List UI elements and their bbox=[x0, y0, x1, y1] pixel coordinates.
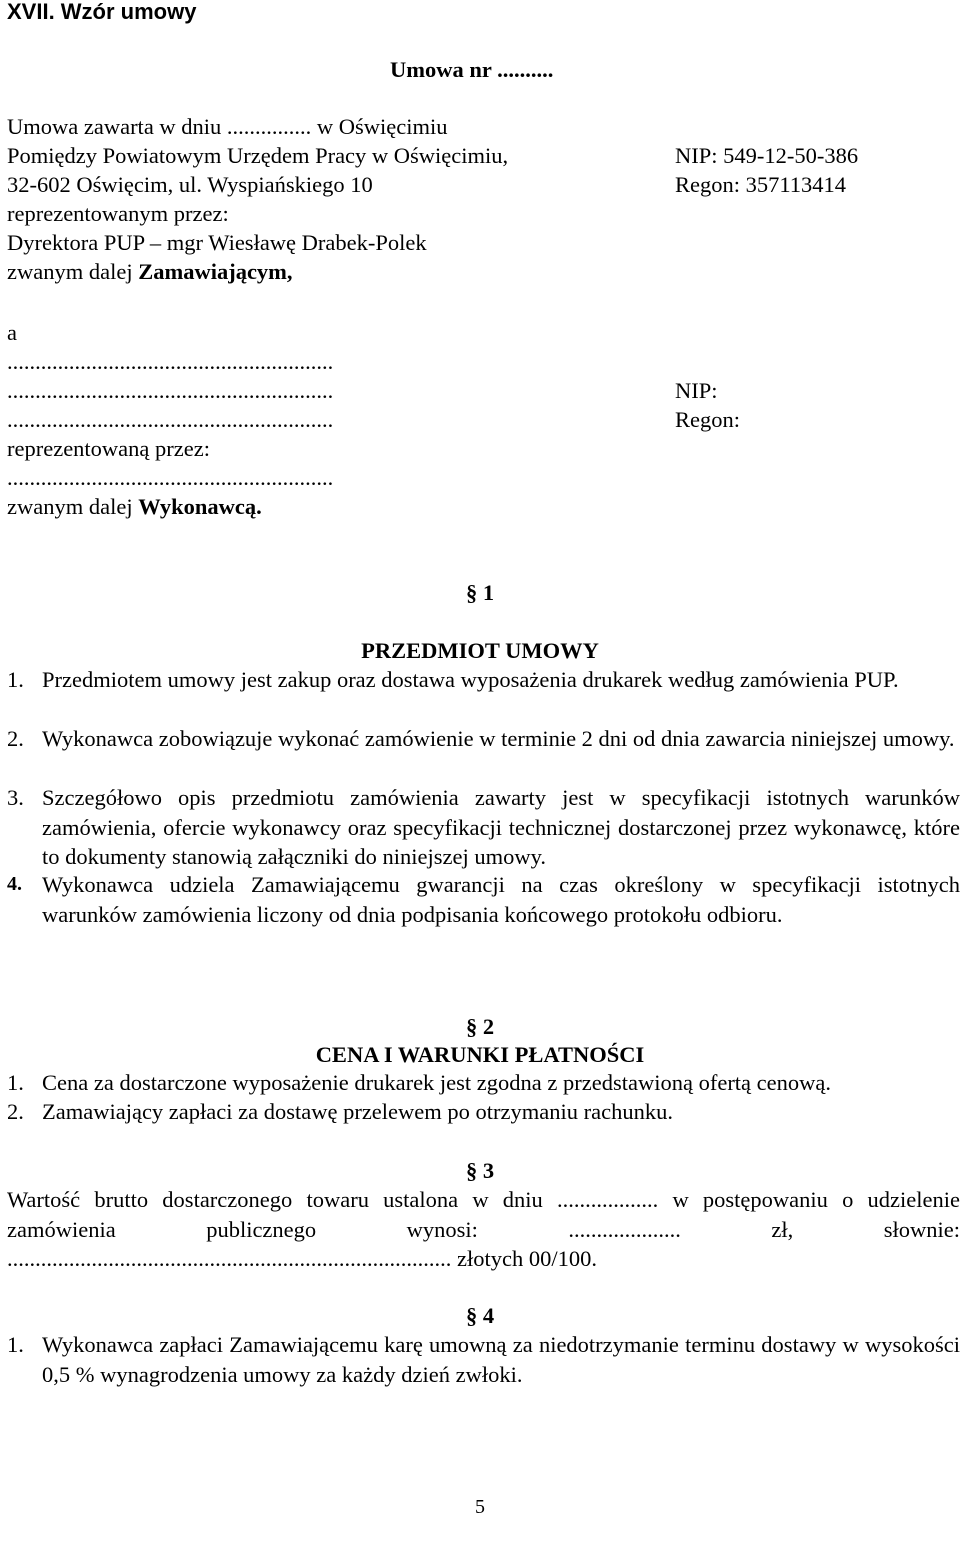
item-text: Przedmiotem umowy jest zakup oraz dostawa wyposażenia drukarek według zamówienia PUP. bbox=[42, 667, 899, 692]
contractor-called bbox=[7, 492, 262, 521]
contractor-represented-label: reprezentowaną przez: bbox=[7, 436, 210, 461]
contractor-called-prefix: zwanym dalej bbox=[7, 494, 139, 519]
item-text: Wykonawca zapłaci Zamawiającemu karę umowną za niedotrzymanie terminu dostawy w wysokości 0,5 % wynagrodzenia umowy za każdy dzień zwłoki. bbox=[42, 1332, 960, 1387]
section-3-text: Wartość brutto dostarczonego towaru ustalona w dniu .................. w postępowaniu o udzielenie zamówienia publicznego wynosi: .................... zł, słownie: ............................................................................... złotych 00/100. bbox=[7, 1187, 960, 1271]
item-text: Zamawiający zapłaci za dostawę przelewem po otrzymaniu rachunku. bbox=[42, 1099, 673, 1124]
contractor-and: a bbox=[7, 320, 17, 345]
section-1-mark: § 1 bbox=[465, 580, 495, 605]
section-2-item-1 bbox=[7, 1068, 960, 1098]
item-number: 1. bbox=[7, 1332, 24, 1357]
item-text: Szczegółowo opis przedmiotu zamówienia zawarty jest w specyfikacji istotnych warunków zamówienia, ofercie wykonawcy oraz specyfikacji technicznej dostarczonej przez wykonawcę, które to dokumenty stanowią załączniki do niniejszej umowy. bbox=[42, 785, 960, 869]
client-called bbox=[7, 257, 293, 286]
item-number: 1. bbox=[7, 1070, 24, 1095]
item-text: Cena za dostarczone wyposażenie drukarek jest zgodna z przedstawioną ofertą cenową. bbox=[42, 1070, 832, 1095]
item-number: 2. bbox=[7, 1099, 24, 1124]
section-1-item-4 bbox=[7, 870, 960, 929]
section-4-mark: § 4 bbox=[465, 1303, 495, 1328]
contractor-called-name: Wykonawcą. bbox=[138, 494, 262, 519]
section-1-title: PRZEDMIOT UMOWY bbox=[361, 638, 599, 663]
contractor-regon: Regon: bbox=[675, 407, 740, 432]
intro-line: Umowa zawarta w dniu ............... w Oświęcimiu bbox=[7, 114, 448, 139]
section-1-item-2 bbox=[7, 724, 960, 754]
item-number: 3. bbox=[7, 785, 24, 810]
section-2-title: CENA I WARUNKI PŁATNOŚCI bbox=[315, 1042, 645, 1067]
contractor-dots-4: .......................................................... bbox=[7, 465, 334, 490]
contractor-dots-2: .......................................................... bbox=[7, 378, 334, 403]
section-4-item-1 bbox=[7, 1330, 960, 1389]
client-called-name: Zamawiającym, bbox=[138, 259, 293, 284]
item-number: 1. bbox=[7, 667, 24, 692]
page-number: 5 bbox=[475, 1496, 485, 1518]
client-name: Pomiędzy Powiatowym Urzędem Pracy w Oświęcimiu, bbox=[7, 143, 509, 168]
section-1-item-1 bbox=[7, 665, 960, 695]
contractor-nip: NIP: bbox=[675, 378, 718, 403]
client-address: 32-602 Oświęcim, ul. Wyspiańskiego 10 bbox=[7, 172, 373, 197]
contract-title: Umowa nr .......... bbox=[390, 57, 554, 82]
section-2-mark: § 2 bbox=[465, 1014, 495, 1039]
item-text: Wykonawca zobowiązuje wykonać zamówienie w terminie 2 dni od dnia zawarcia niniejszej umowy. bbox=[42, 726, 955, 751]
section-1-item-3 bbox=[7, 783, 960, 872]
client-nip: NIP: 549-12-50-386 bbox=[675, 143, 859, 168]
chapter-heading: XVII. Wzór umowy bbox=[7, 0, 197, 24]
client-representative: Dyrektora PUP – mgr Wiesławę Drabek-Polek bbox=[7, 230, 427, 255]
client-regon: Regon: 357113414 bbox=[675, 172, 847, 197]
client-called-prefix: zwanym dalej bbox=[7, 259, 139, 284]
item-text: Wykonawca udziela Zamawiającemu gwarancji na czas określony w specyfikacji istotnych warunków zamówienia liczony od dnia podpisania końcowego protokołu odbioru. bbox=[42, 872, 960, 927]
contractor-dots-1: .......................................................... bbox=[7, 349, 334, 374]
section-3-mark: § 3 bbox=[465, 1158, 495, 1183]
item-number: 2. bbox=[7, 726, 24, 751]
section-2-item-2 bbox=[7, 1097, 960, 1127]
item-number: 4. bbox=[7, 873, 22, 895]
contractor-dots-3: .......................................................... bbox=[7, 407, 334, 432]
client-represented-label: reprezentowanym przez: bbox=[7, 201, 229, 226]
